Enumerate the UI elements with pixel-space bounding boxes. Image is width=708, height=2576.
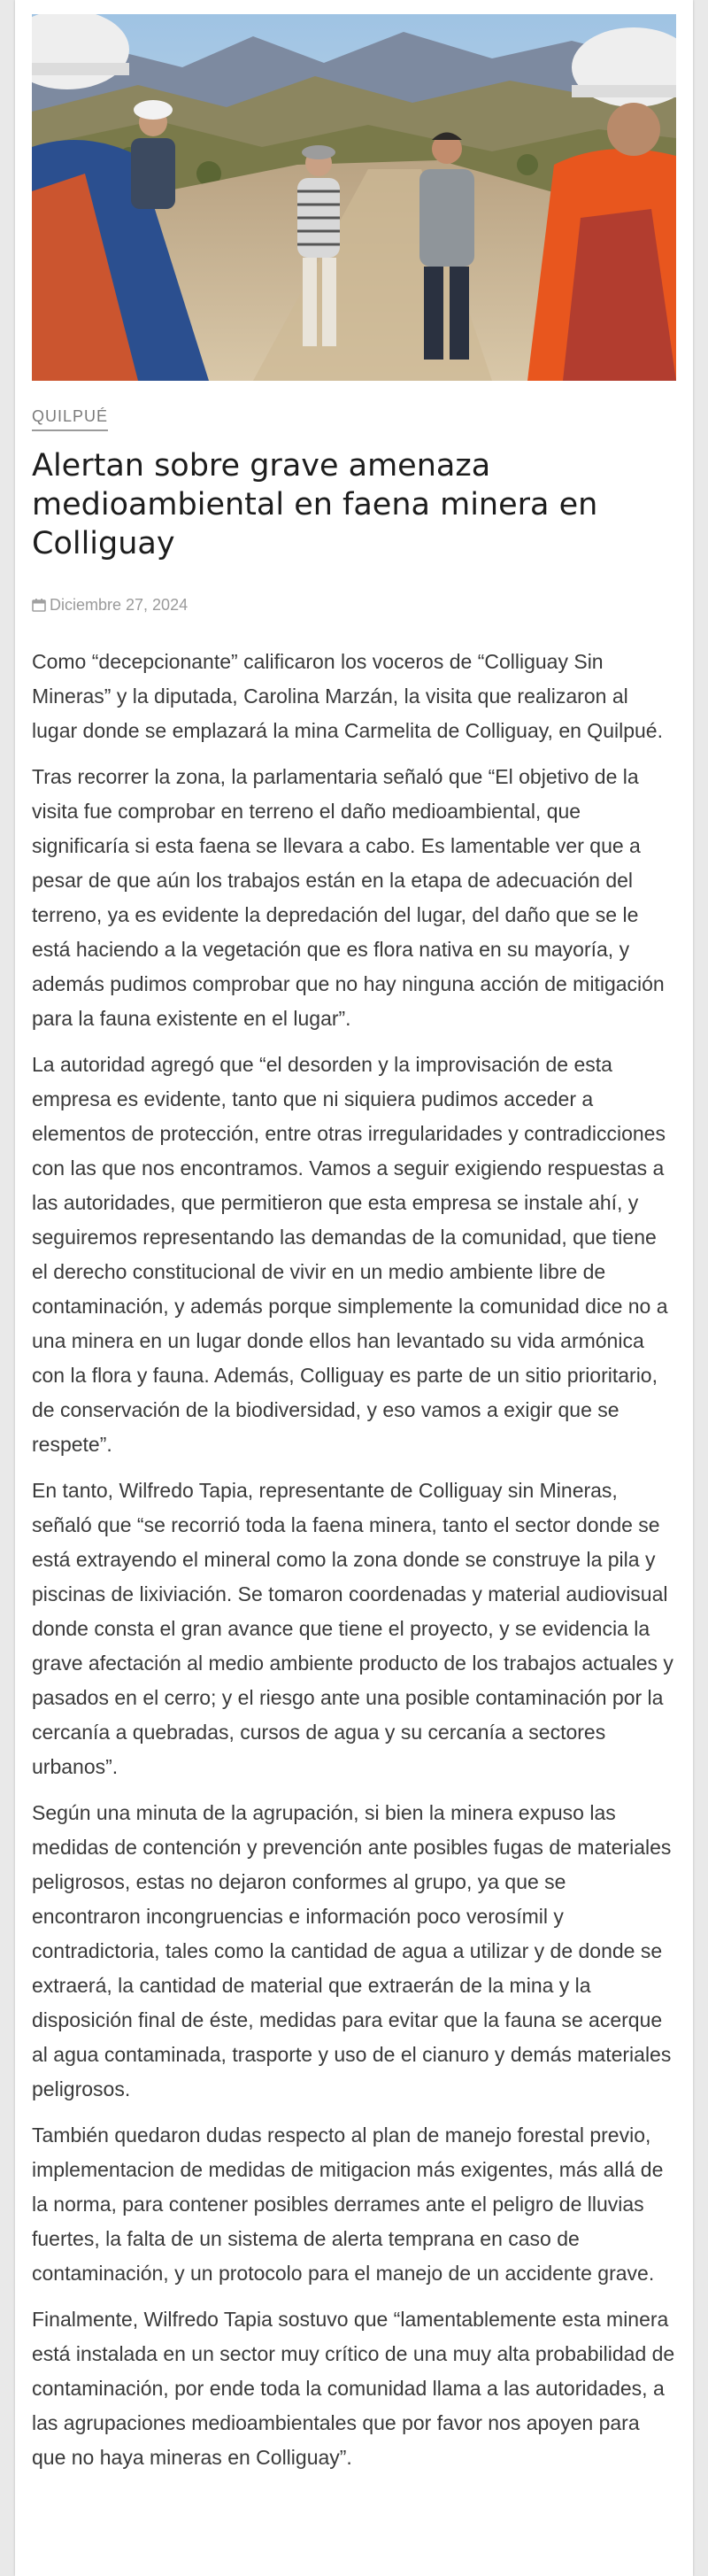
paragraph: Como “decepcionante” calificaron los voceros de “Colliguay Sin Mineras” y la diputada, Carolina Marzán, la visita que realizaron al lugar donde se emplazará la mina Carmelita de Colliguay, en Quilpué. [32,650,663,742]
category-label[interactable] [32,407,676,431]
post-date [32,596,676,616]
paragraph: Según una minuta de la agrupación, si bien la minera expuso las medidas de contención y prevención ante posibles fugas de materiales peligrosos, estas no dejaron conformes al grupo, ya que se encontraron incongruencias e información poco verosímil y contradictoria, tales como la cantidad de agua a utilizar y de donde se extraerá, la cantidad de material que extraerán de la mina y la disposición final de éste, medidas para evitar que la fauna se acerque al agua contaminada, trasporte y uso de el cianuro y demás materiales peligrosos. [32,1801,672,2100]
article-card [15,0,693,2576]
paragraph: La autoridad agregó que “el desorden y la improvisación de esta empresa es evidente, tanto que ni siquiera pudimos acceder a elementos de protección, entre otras irregularidades y contradicciones con las que nos encontramos. Vamos a seguir exigiendo respuestas a las autoridades, que permitieron que esta empresa se instale ahí, y seguiremos representando las demandas de la comunidad, que tiene el derecho constitucional de vivir en un medio ambiente libre de contaminación, y además porque simplemente la comunidad dice no a una minera en un lugar donde ellos han levantado su vida armónica con la flora y fauna. Además, Colliguay es parte de un sitio prioritario, de conservación de la biodiversidad, y eso vamos a exigir que se respete”. [32,1053,668,1456]
calendar-icon [32,598,46,616]
paragraph: En tanto, Wilfredo Tapia, representante de Colliguay sin Mineras, señaló que “se recorrió toda la faena minera, tanto el sector donde se está extrayendo el mineral como la zona donde se construye la pila y piscinas de lixiviación. Se tomaron coordenadas y material audiovisual donde consta el gran avance que tiene el proyecto, y se evidencia la grave afectación al medio ambiente producto de los trabajos actuales y pasados en el cerro; y el riesgo ante una posible contaminación por la cercanía a quebradas, cursos de agua y su cercanía a sectores urbanos”. [32,1479,673,1778]
paragraph: También quedaron dudas respecto al plan de manejo forestal previo, implementacion de medidas de mitigacion más exigentes, más allá de la norma, para contener posibles derrames ante el peligro de lluvias fuertes, la falta de un sistema de alerta temprana en caso de contaminación, y un protocolo para el manejo de un accidente grave. [32,2123,664,2285]
category-link[interactable]: QUILPUÉ [32,407,108,431]
featured-photo [32,14,676,381]
article-body [32,645,676,2487]
article-title: Alertan sobre grave amenaza medioambiental en faena minera en Colliguay [32,448,598,561]
post-date-text: Diciembre 27, 2024 [50,596,189,614]
paragraph: Finalmente, Wilfredo Tapia sostuvo que “lamentablemente esta minera está instalada en un sector muy crítico de una muy alta probabilidad de contaminación, por ende toda la comunidad llama a las autoridades, a las agrupaciones medioambientales que por favor nos apoyen para que no haya mineras en Colliguay”. [32,2308,675,2469]
paragraph: Tras recorrer la zona, la parlamentaria señaló que “El objetivo de la visita fue comprobar en terreno el daño medioambiental, que significaría si esta faena se llevara a cabo. Es lamentable ver que a pesar de que aún los trabajos están en la etapa de adecuación del terreno, ya es evidente la depredación del lugar, del daño que se le está haciendo a la vegetación que es flora nativa en su mayoría, y además pudimos comprobar que no hay ninguna acción de mitigación para la fauna existente en el lugar”. [32,765,665,1030]
